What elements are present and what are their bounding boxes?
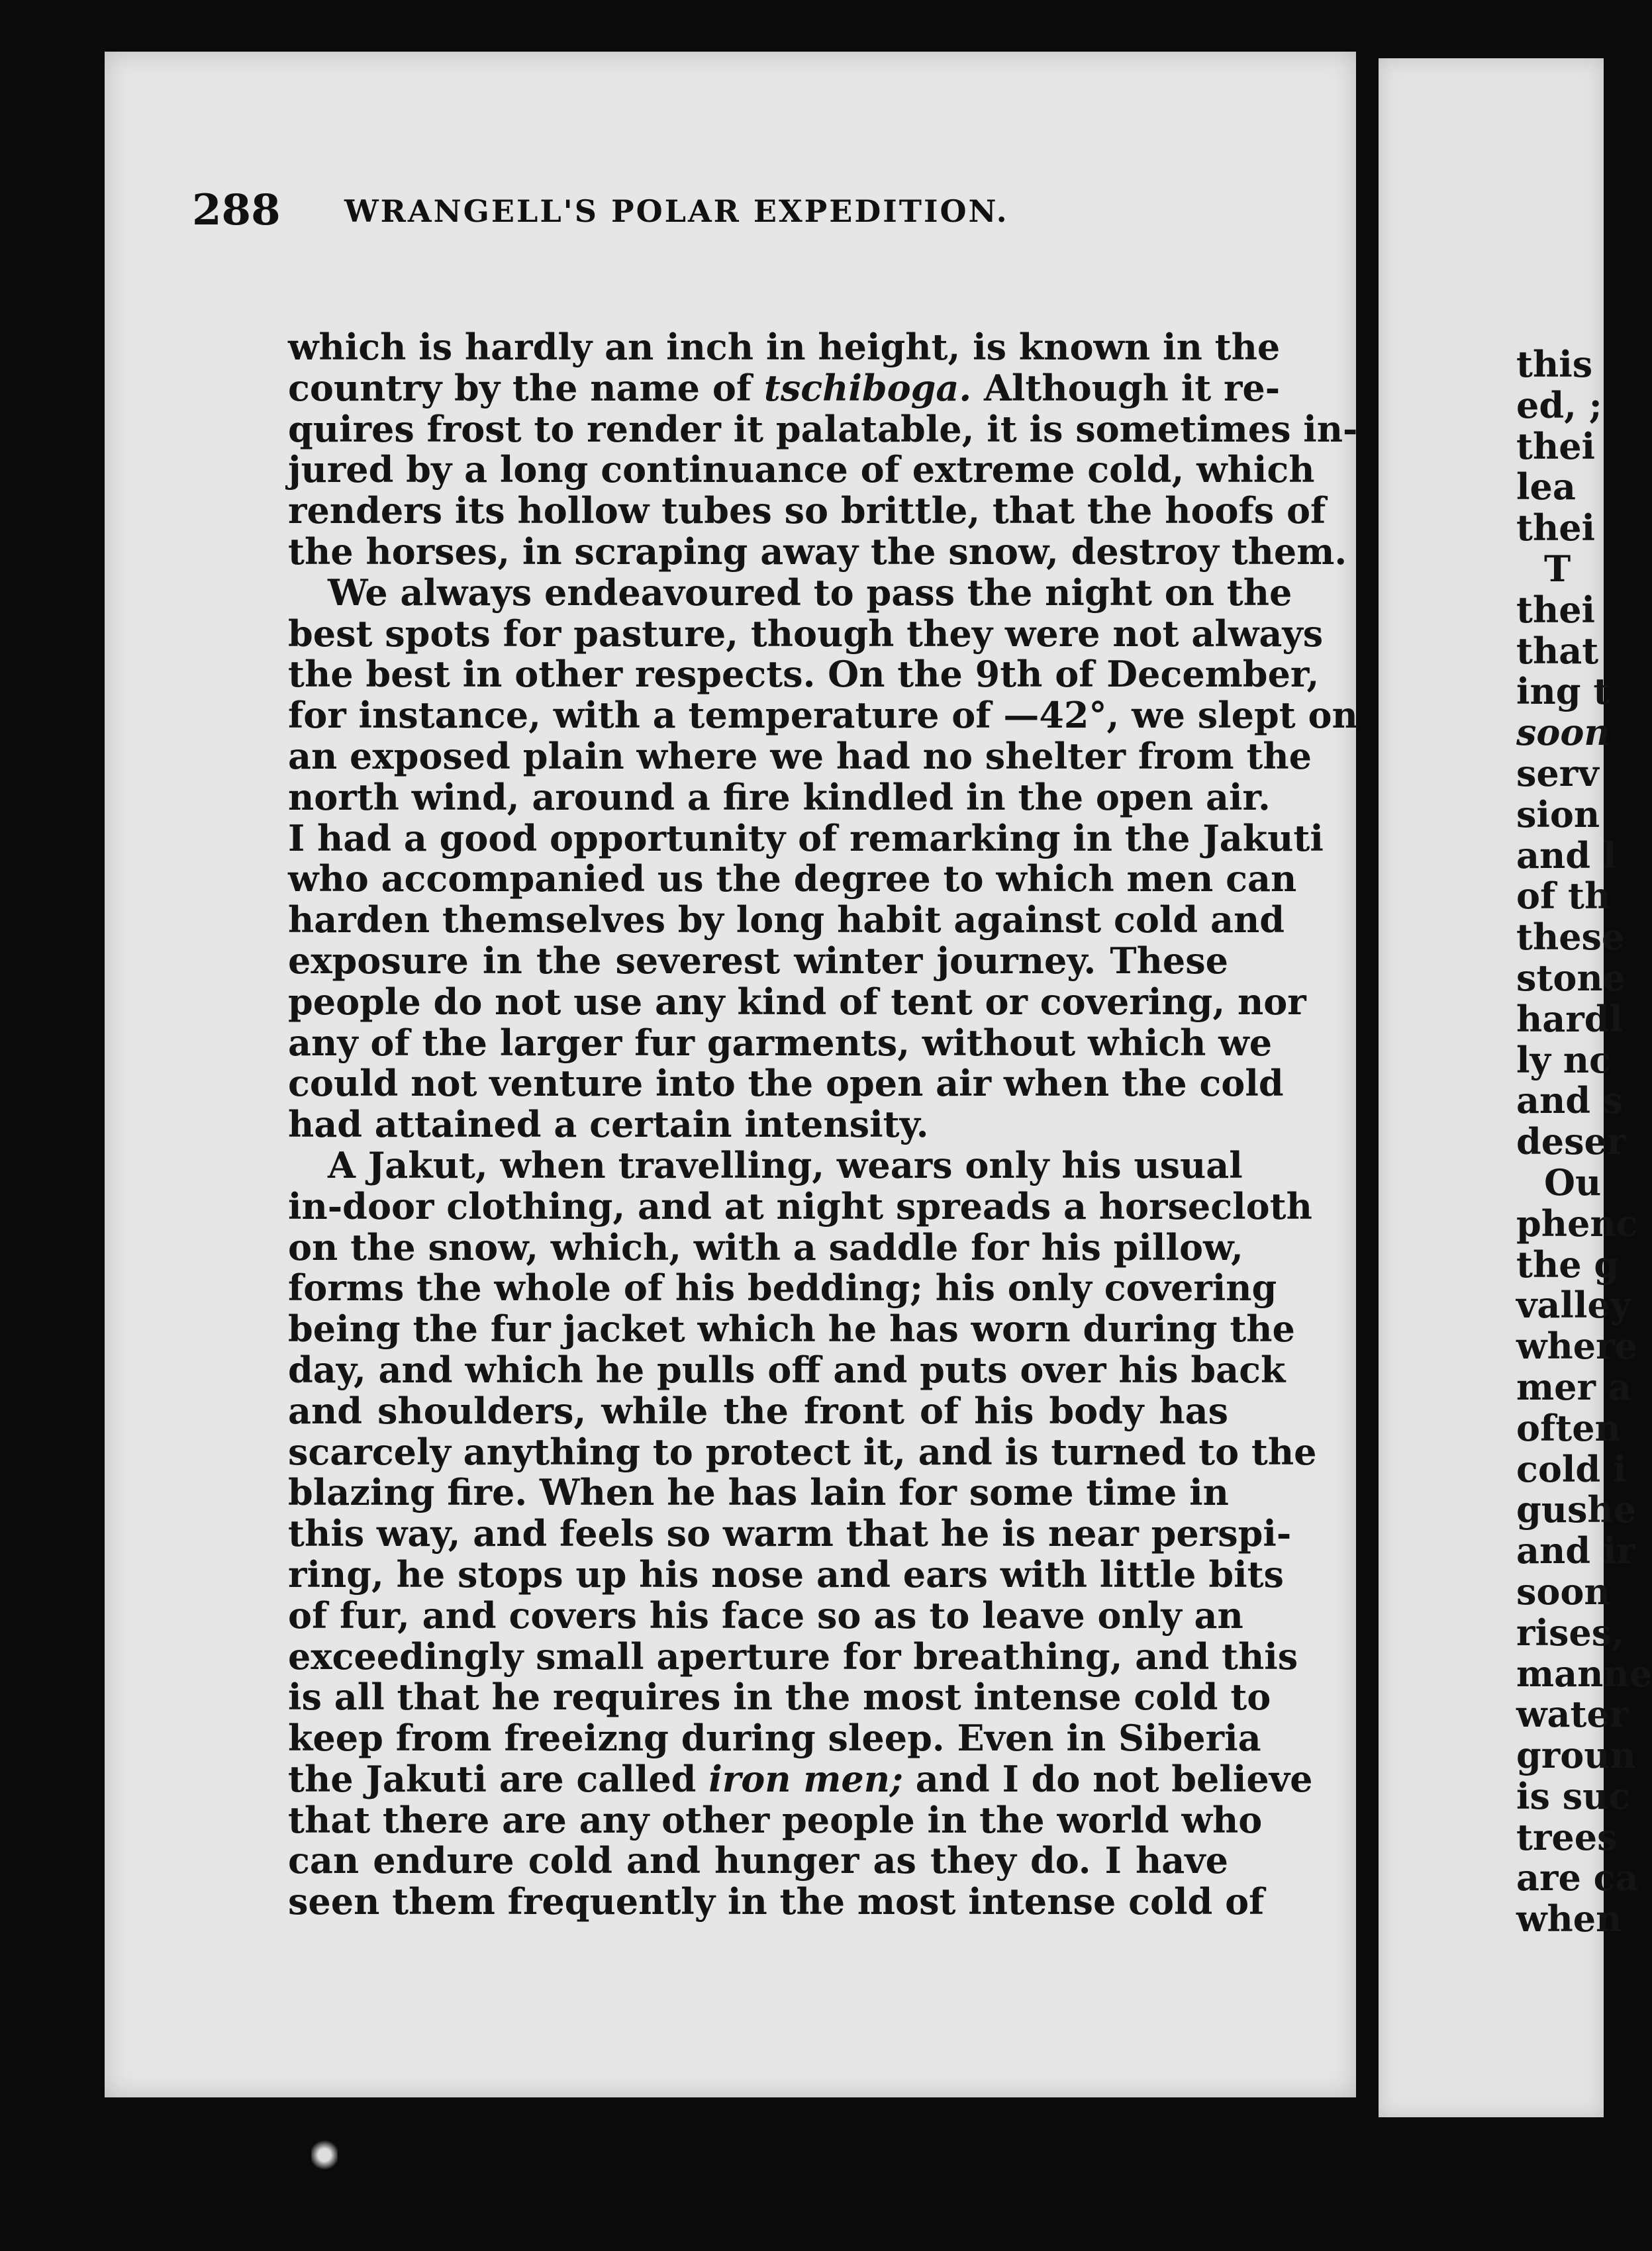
right-page-text-fragments xyxy=(1516,344,1652,1940)
fragment-line: this xyxy=(1516,343,1593,385)
fragment-line: serv xyxy=(1516,751,1599,794)
fragment-line: rises, xyxy=(1516,1611,1624,1654)
text-line: exceedingly small aperture for breathing, and this xyxy=(288,1635,1298,1678)
fragment-line: of th xyxy=(1516,875,1611,918)
page-number: 288 xyxy=(192,185,281,235)
fragment-line: and l xyxy=(1516,834,1617,877)
fragment-line: phenc xyxy=(1516,1202,1638,1245)
text-line: who accompanied us the degree to which men can xyxy=(288,857,1297,900)
text-line: an exposed plain where we had no shelter from the xyxy=(288,734,1312,777)
text-line: the best in other respects. On the 9th of December, xyxy=(288,653,1320,696)
text-line: scarcely anything to protect it, and is turned to the xyxy=(288,1430,1317,1473)
text-line: quires frost to render it palatable, it is sometimes in- xyxy=(288,407,1358,450)
fragment-line: ing t xyxy=(1516,670,1610,713)
fragment-line: manne xyxy=(1516,1652,1652,1695)
text-line: blazing fire. When he has lain for some time in xyxy=(288,1471,1229,1514)
fragment-line: deser xyxy=(1516,1120,1626,1163)
text-line: day, and which he pulls off and puts over his back xyxy=(288,1348,1286,1391)
fragment-line: hardl xyxy=(1516,997,1623,1040)
text-line: A Jakut, when travelling, wears only his usual xyxy=(328,1143,1243,1186)
fragment-line: when xyxy=(1516,1897,1622,1940)
fragment-line: and ir xyxy=(1516,1529,1635,1572)
text-line: best spots for pasture, though they were not always xyxy=(288,612,1324,655)
fragment-line: valley xyxy=(1516,1284,1631,1327)
text-line: on the snow, which, with a saddle for his pillow, xyxy=(288,1225,1243,1269)
fragment-line: soon xyxy=(1516,711,1610,754)
text-line: north wind, around a fire kindled in the open air. xyxy=(288,775,1271,818)
fragment-line: T xyxy=(1544,547,1571,590)
fragment-line: lea xyxy=(1516,465,1576,508)
page-header xyxy=(192,185,1119,291)
text-line: exposure in the severest winter journey. These xyxy=(288,939,1228,982)
text-line: which is hardly an inch in height, is known in the xyxy=(288,326,1281,368)
fragment-line: the g xyxy=(1516,1243,1620,1286)
fragment-line: sion xyxy=(1516,792,1600,836)
text-line: I had a good opportunity of remarking in the Jakuti xyxy=(288,816,1324,859)
text-line: that there are any other people in the world who xyxy=(288,1798,1263,1841)
fragment-line: and s xyxy=(1516,1079,1624,1122)
text-line: is all that he requires in the most intense cold to xyxy=(288,1676,1271,1719)
text-line: the Jakuti are called iron men; and I do not believe xyxy=(288,1757,1313,1800)
text-line: of fur, and covers his face so as to leave only an xyxy=(288,1594,1243,1637)
fragment-line: thei xyxy=(1516,424,1596,467)
text-line: being the fur jacket which he has worn during the xyxy=(288,1308,1295,1351)
page-smudge xyxy=(311,2138,338,2172)
text-line: and shoulders, while the front of his body has xyxy=(288,1389,1228,1432)
text-line: people do not use any kind of tent or covering, nor xyxy=(288,980,1306,1023)
fragment-line: where xyxy=(1516,1325,1637,1368)
fragment-line: are ca xyxy=(1516,1856,1639,1899)
text-line: any of the larger fur garments, without which we xyxy=(288,1021,1273,1064)
text-line: We always endeavoured to pass the night on the xyxy=(328,571,1292,614)
text-line: could not venture into the open air when the cold xyxy=(288,1062,1284,1105)
fragment-line: gushe xyxy=(1516,1488,1637,1531)
fragment-line: is suc xyxy=(1516,1774,1631,1817)
fragment-line: water xyxy=(1516,1693,1629,1736)
text-line: country by the name of tschiboga. Although it re- xyxy=(288,366,1281,409)
text-line: had attained a certain intensity. xyxy=(288,1103,929,1146)
fragment-line: stone xyxy=(1516,956,1626,999)
text-line: jured by a long continuance of extreme cold, which xyxy=(288,448,1315,491)
fragment-line: that xyxy=(1516,629,1599,672)
fragment-line: Ou xyxy=(1544,1161,1602,1204)
fragment-line: ly nc xyxy=(1516,1038,1611,1081)
text-line: can endure cold and hunger as they do. I have xyxy=(288,1839,1228,1882)
fragment-line: trees xyxy=(1516,1815,1618,1858)
fragment-line: soon xyxy=(1516,1570,1610,1613)
text-line: for instance, with a temperature of —42°, we slept on xyxy=(288,694,1358,737)
fragment-line: ed, ; xyxy=(1516,383,1602,426)
fragment-line: cold i xyxy=(1516,1447,1627,1490)
fragment-line: these xyxy=(1516,916,1625,959)
fragment-line: groun xyxy=(1516,1734,1636,1777)
text-line: seen them frequently in the most intense cold of xyxy=(288,1880,1265,1923)
fragment-line: thei xyxy=(1516,588,1596,631)
fragment-line: thei xyxy=(1516,506,1596,550)
text-line: the horses, in scraping away the snow, destroy them. xyxy=(288,530,1347,573)
text-line: in-door clothing, and at night spreads a horsecloth xyxy=(288,1184,1312,1227)
text-line: harden themselves by long habit against cold and xyxy=(288,898,1285,941)
text-line: forms the whole of his bedding; his only covering xyxy=(288,1267,1277,1310)
text-line: ring, he stops up his nose and ears with little bits xyxy=(288,1553,1284,1596)
text-line: this way, and feels so warm that he is near perspi- xyxy=(288,1512,1292,1555)
running-title: WRANGELL'S POLAR EXPEDITION. xyxy=(344,193,1009,229)
fragment-line: mer a xyxy=(1516,1365,1631,1408)
text-line: renders its hollow tubes so brittle, that the hoofs of xyxy=(288,489,1326,532)
text-line: keep from freeizng during sleep. Even in Siberia xyxy=(288,1717,1261,1760)
body-text xyxy=(288,326,1358,1923)
fragment-line: often xyxy=(1516,1406,1621,1449)
